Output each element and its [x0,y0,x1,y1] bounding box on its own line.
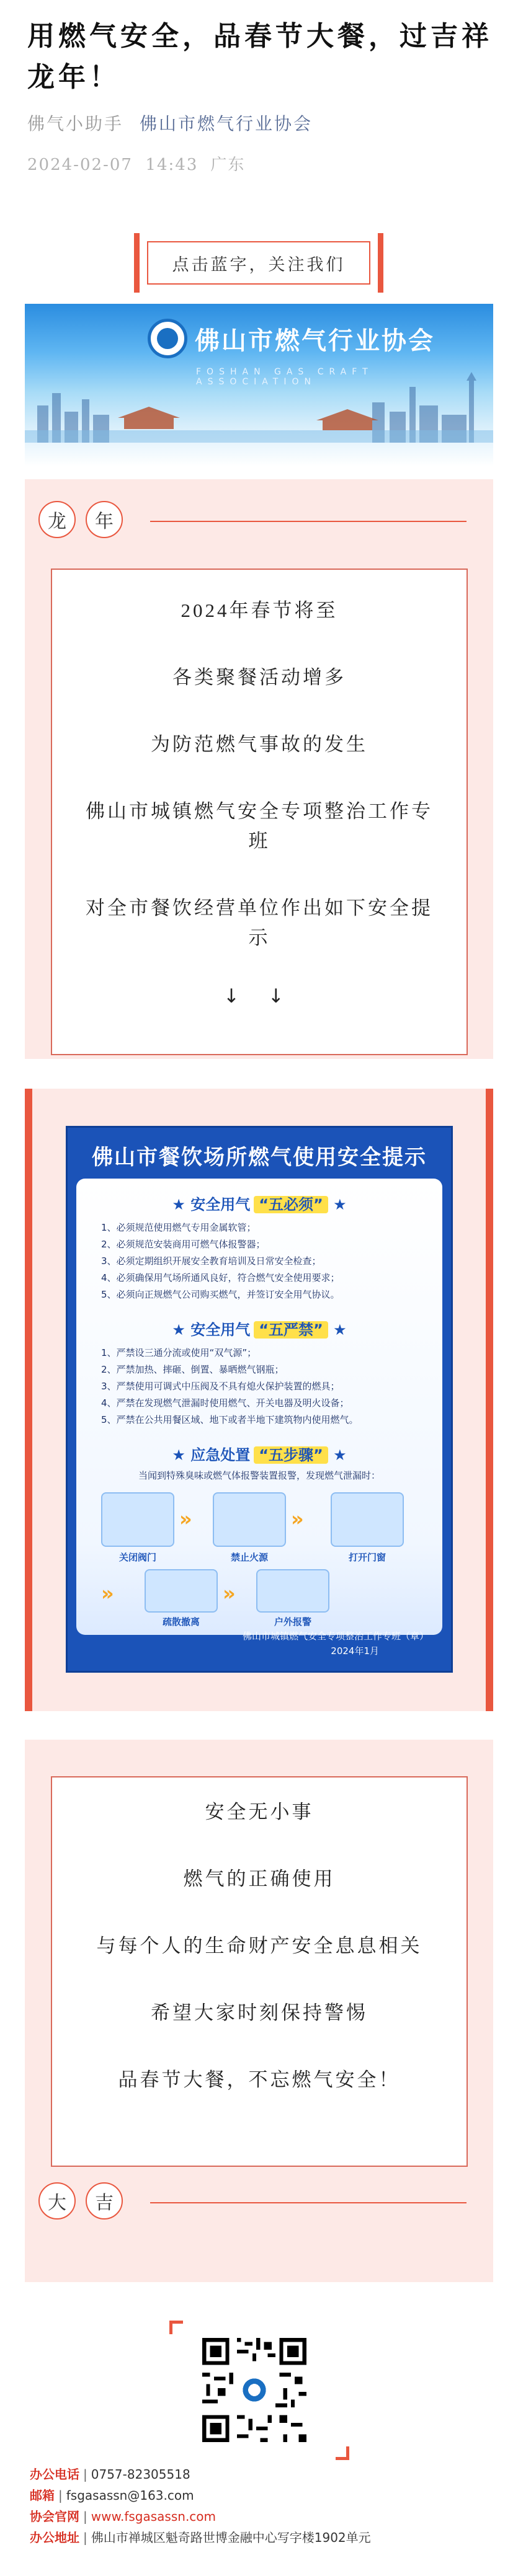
step-image [256,1569,329,1613]
char-circle: 大 [38,2182,76,2220]
list-item: 1、严禁设三通分流或使用“双气源”； [101,1347,257,1358]
down-arrows: ↓ ↓ [223,985,295,1007]
list-item: 4、必须确保用气场所通风良好，符合燃气安全使用要求； [101,1272,340,1283]
prohibits-list [101,1345,424,1428]
follow-prompt-label: 点击蓝字，关注我们 [147,241,370,285]
char-circle: 吉 [86,2182,123,2220]
step-arrow-icon: » [179,1507,192,1531]
poster-date: 2024年1月 [331,1645,379,1657]
phone-label: 办公电话 [30,2467,79,2482]
contact-website: 协会官网 | www.fsgasassn.com [30,2509,217,2524]
intro-char-row [38,501,133,538]
step-arrow-icon: » [223,1582,236,1605]
musts-list [101,1219,424,1303]
decor-divider [150,521,467,522]
closing-line: 与每个人的生命财产安全息息相关 [96,1935,422,1957]
contact-address: 办公地址 | 佛山市禅城区魁奇路世博金融中心写字楼1902单元 [30,2530,371,2545]
char-circle: 龙 [38,501,76,538]
follow-prompt-box[interactable] [134,233,383,293]
banner-name: 佛山市燃气行业协会 [195,326,435,355]
poster-title: 佛山市餐饮场所燃气使用安全提示 [92,1145,427,1170]
list-item: 2、必须规范安装商用可燃气体报警器； [101,1239,266,1250]
email-value[interactable]: fsgasassn@163.com [66,2488,194,2503]
publish-location: 广东 [210,156,246,174]
email-label: 邮箱 [30,2488,55,2503]
closing-char-row [38,2182,133,2220]
publish-date: 2024-02-07 [27,156,133,174]
list-item: 2、严禁加热、摔砸、倒置、暴晒燃气钢瓶； [101,1364,284,1375]
contact-email: 邮箱 | fsgasassn@163.com [30,2488,194,2503]
intro-line: 各类聚餐活动增多 [172,666,346,688]
banner-subtitle: FOSHAN GAS CRAFT ASSOCIATION [196,367,373,387]
poster-body [76,1179,442,1635]
corner-bracket-icon [336,2446,349,2460]
emergency-intro: 当闻到特殊臭味或燃气体报警装置报警，发现燃气泄漏时： [138,1470,380,1481]
list-item: 4、严禁在发现燃气泄漏时使用燃气、开关电器及明火设备； [101,1397,349,1409]
closing-line: 希望大家时刻保持警惕 [151,2002,368,2024]
phone-value[interactable]: 0757-82305518 [91,2467,190,2482]
publish-time: 14:43 [145,156,199,174]
poster-issuer: 佛山市城镇燃气安全专项整治工作专班（章） [242,1631,429,1642]
address-label: 办公地址 [30,2530,79,2545]
intro-card [51,569,468,1055]
poster-heading-musts: ★ 安全用气 “五必须” ★ [172,1196,347,1213]
step-label: 户外报警 [274,1616,311,1627]
article-byline [27,110,313,135]
author-name: 佛气小助手 [27,113,124,134]
step-image [213,1492,286,1547]
qr-code-image [199,2334,310,2446]
contact-phone: 办公电话 | 0757-82305518 [30,2467,190,2482]
list-item: 5、严禁在公共用餐区域、地下或者半地下建筑物内使用燃气。 [101,1414,359,1425]
step-label: 禁止火源 [230,1552,268,1563]
website-label: 协会官网 [30,2509,79,2524]
qr-code-block[interactable] [169,2321,349,2460]
intro-line: 2024年春节将至 [181,600,338,621]
safety-poster-image [66,1126,453,1673]
closing-line: 品春节大餐，不忘燃气安全！ [118,2069,401,2091]
step-image [331,1492,404,1547]
poster-heading-emergency: ★ 应急处置 “五步骤” ★ [172,1446,347,1464]
publish-info [27,152,245,175]
poster-footer [68,1629,451,1658]
list-item: 3、严禁使用可调式中压阀及不具有熄火保护装置的燃具； [101,1381,340,1392]
list-item: 3、必须定期组织开展安全教育培训及日常安全检查； [101,1255,321,1267]
intro-line: 为防范燃气事故的发生 [151,733,368,755]
intro-line: 佛山市城镇燃气安全专项整治工作专班 [86,800,433,852]
city-skyline-image [25,368,493,443]
website-link[interactable]: www.fsgasassn.com [91,2509,217,2524]
step-label: 疏散撤离 [162,1616,200,1627]
list-item: 5、必须向正规燃气公司购买燃气，并签订安全用气协议。 [101,1289,340,1300]
step-arrow-icon: » [101,1582,114,1605]
char-circle: 年 [86,501,123,538]
closing-line: 燃气的正确使用 [183,1868,336,1890]
step-image [101,1492,174,1547]
closing-line: 安全无小事 [205,1801,314,1823]
corner-bracket-icon [169,2321,183,2334]
banner-logo [148,319,435,358]
decor-divider [150,2202,467,2203]
step-arrow-icon: » [291,1507,304,1531]
poster-heading-prohibits: ★ 安全用气 “五严禁” ★ [172,1321,347,1339]
intro-line: 对全市餐饮经营单位作出如下安全提示 [86,897,433,949]
article-title: 用燃气安全，品春节大餐，过吉祥龙年！ [27,20,493,93]
list-item: 1、必须规范使用燃气专用金属软管； [101,1222,256,1233]
step-label: 关闭阀门 [118,1552,156,1563]
association-banner [25,304,493,466]
association-logo-icon [148,319,187,358]
step-label: 打开门窗 [348,1552,386,1563]
step-image [145,1569,218,1613]
closing-card [51,1776,468,2167]
address-value: 佛山市禅城区魁奇路世博金融中心写字楼1902单元 [91,2530,371,2545]
account-link[interactable]: 佛山市燃气行业协会 [140,113,313,134]
